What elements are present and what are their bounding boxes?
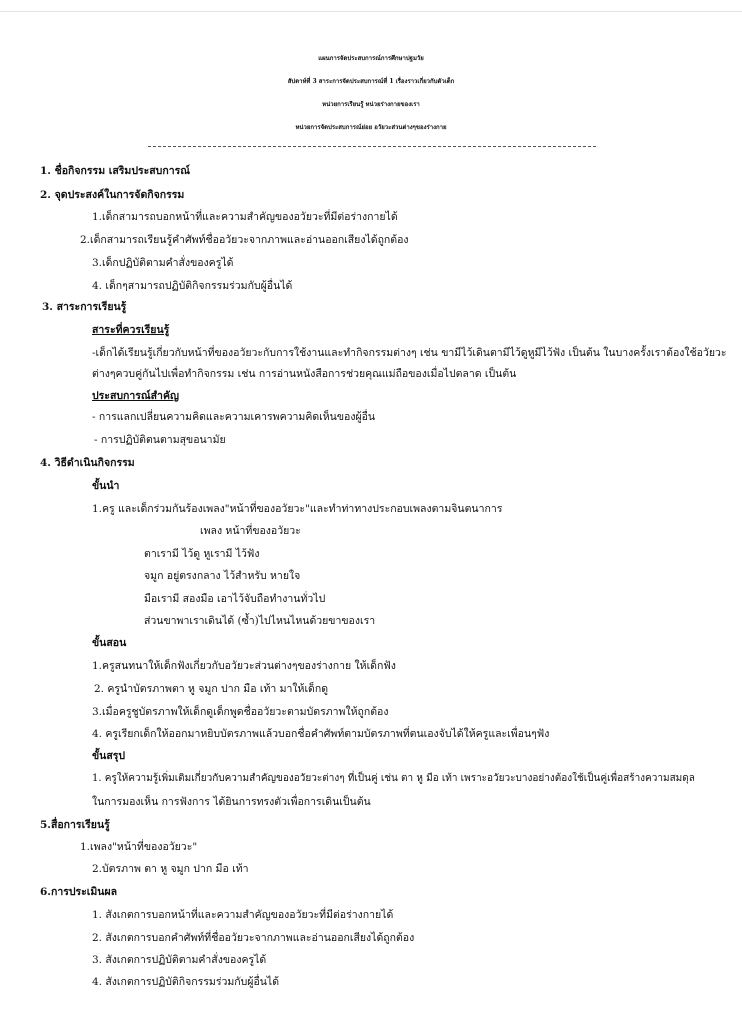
top-border [0, 11, 742, 12]
summary-step: 1. ครูให้ความรู้เพิ่มเติมเกี่ยวกับความสำคัญของอวัยวะต่างๆ ที่เป็นคู่ เช่น ตา หู มือ เท้า เพราะอวัยวะบางอย่างต้องใช้เป็นคู่เพื่อสร้างความสมดุล [92, 773, 695, 784]
summary-stage-label: ขั้นสรุป [92, 750, 126, 762]
teaching-step: 2. ครูนำบัตรภาพตา หู จมูก ปาก มือ เท้า มาให้เด็กดู [94, 683, 329, 695]
evaluation-item: 1. สังเกตการบอกหน้าที่และความสำคัญของอวัยวะที่มีต่อร่างกายได้ [92, 909, 394, 921]
song-line: จมูก อยู่ตรงกลาง ไว้สำหรับ หายใจ [144, 570, 301, 582]
section-2-title: 2. จุดประสงค์ในการจัดกิจกรรม [40, 189, 185, 201]
content-subheading: สาระที่ควรเรียนรู้ [92, 324, 170, 336]
teaching-stage-label: ขั้นสอน [92, 637, 127, 649]
section-1-title: 1. ชื่อกิจกรรม เสริมประสบการณ์ [40, 165, 190, 177]
header-week: สัปดาห์ที่ 3 สาระการจัดประสบการณ์ที่ 1 เรื่องราวเกี่ยวกับตัวเด็ก [287, 78, 455, 85]
song-line: มือเรามี สองมือ เอาไว้จับถือทำงานทั่วไป [144, 593, 326, 605]
objective-item: 1.เด็กสามารถบอกหน้าที่และความสำคัญของอวัยวะที่มีต่อร่างกายได้ [92, 211, 398, 223]
intro-step: 1.ครู และเด็กร่วมกันร้องเพลง"หน้าที่ของอวัยวะ"และทำท่าทางประกอบเพลงตามจินตนาการ [92, 503, 503, 515]
objective-item: 3.เด็กปฏิบัติตามคำสั่งของครูได้ [92, 257, 234, 269]
evaluation-item: 3. สังเกตการปฏิบัติตามคำสั่งของครูได้ [92, 954, 267, 966]
song-line: ตาเรามี ไว้ดู หูเรามี ไว้ฟัง [144, 548, 260, 560]
evaluation-item: 4. สังเกตการปฏิบัติกิจกรรมร่วมกับผู้อื่นได้ [92, 976, 280, 988]
objective-item: 4. เด็กๆสามารถปฏิบัติกิจกรรมร่วมกับผู้อื่นได้ [92, 280, 293, 292]
teaching-step: 3.เมื่อครูชูบัตรภาพให้เด็กดูเด็กพูดชื่ออวัยวะตามบัตรภาพให้ถูกต้อง [92, 706, 389, 718]
media-item: 1.เพลง"หน้าที่ของอวัยวะ" [80, 841, 198, 853]
experience-item: - การปฏิบัติตนตามสุขอนามัย [94, 434, 226, 446]
song-title: เพลง หน้าที่ของอวัยวะ [200, 525, 301, 537]
media-item: 2.บัตรภาพ ตา หู จมูก ปาก มือ เท้า [92, 863, 249, 875]
evaluation-item: 2. สังเกตการบอกคำศัพท์ที่ชื่ออวัยวะจากภาพและอ่านออกเสียงได้ถูกต้อง [92, 932, 415, 944]
header-title: แผนการจัดประสบการณ์การศึกษาปฐมวัย [318, 55, 424, 62]
summary-step: ในการมองเห็น การฟังการ ได้ยินการทรงตัวเพื่อการเดินเป็นต้น [92, 796, 371, 808]
teaching-step: 1.ครูสนทนาให้เด็กฟังเกี่ยวกับอวัยวะส่วนต่างๆของร่างกาย ให้เด็กฟัง [92, 660, 396, 672]
content-paragraph: -เด็กได้เรียนรู้เกี่ยวกับหน้าที่ของอวัยวะกับการใช้งานและทำกิจกรรมต่างๆ เช่น ขามีไว้เดินตามีไว้ดูหูมีไว้ฟัง เป็นต้น ในบางครั้งเราต้องใช้อวัยวะ [92, 347, 727, 359]
section-3-title: 3. สาระการเรียนรู้ [42, 301, 127, 313]
teaching-step: 4. ครูเรียกเด็กให้ออกมาหยิบบัตรภาพแล้วบอกชื่อคำศัพท์ตามบัตรภาพที่ตนเองจับได้ให้ครูและเพื่อนๆฟัง [92, 728, 550, 740]
experience-subheading: ประสบการณ์สำคัญ [92, 390, 179, 402]
section-5-title: 5.สื่อการเรียนรู้ [40, 819, 110, 831]
song-line: ส่วนขาพาเราเดินได้ (ซ้ำ)ไปไหนไหนด้วยขาของเรา [144, 615, 376, 627]
header-unit: หน่วยการเรียนรู้ หน่วยร่างกายของเรา [322, 101, 420, 108]
objective-item: 2.เด็กสามารถเรียนรู้คำศัพท์ชื่ออวัยวะจากภาพและอ่านออกเสียงได้ถูกต้อง [80, 234, 409, 246]
intro-stage-label: ขั้นนำ [92, 480, 120, 492]
dashed-separator [148, 146, 596, 147]
section-4-title: 4. วิธีดำเนินกิจกรรม [40, 457, 135, 469]
section-6-title: 6.การประเมินผล [40, 886, 118, 898]
header-subunit: หน่วยการจัดประสบการณ์ย่อย อวัยวะส่วนต่างๆของร่างกาย [295, 124, 447, 131]
experience-item: - การแลกเปลี่ยนความคิดและความเคารพความคิดเห็นของผู้อื่น [92, 411, 376, 423]
content-paragraph: ต่างๆควบคู่กันไปเพื่อทำกิจกรรม เช่น การอ่านหนังสือการช่วยคุณแม่ถือของเมื่อไปตลาด เป็นต้น [92, 368, 517, 380]
